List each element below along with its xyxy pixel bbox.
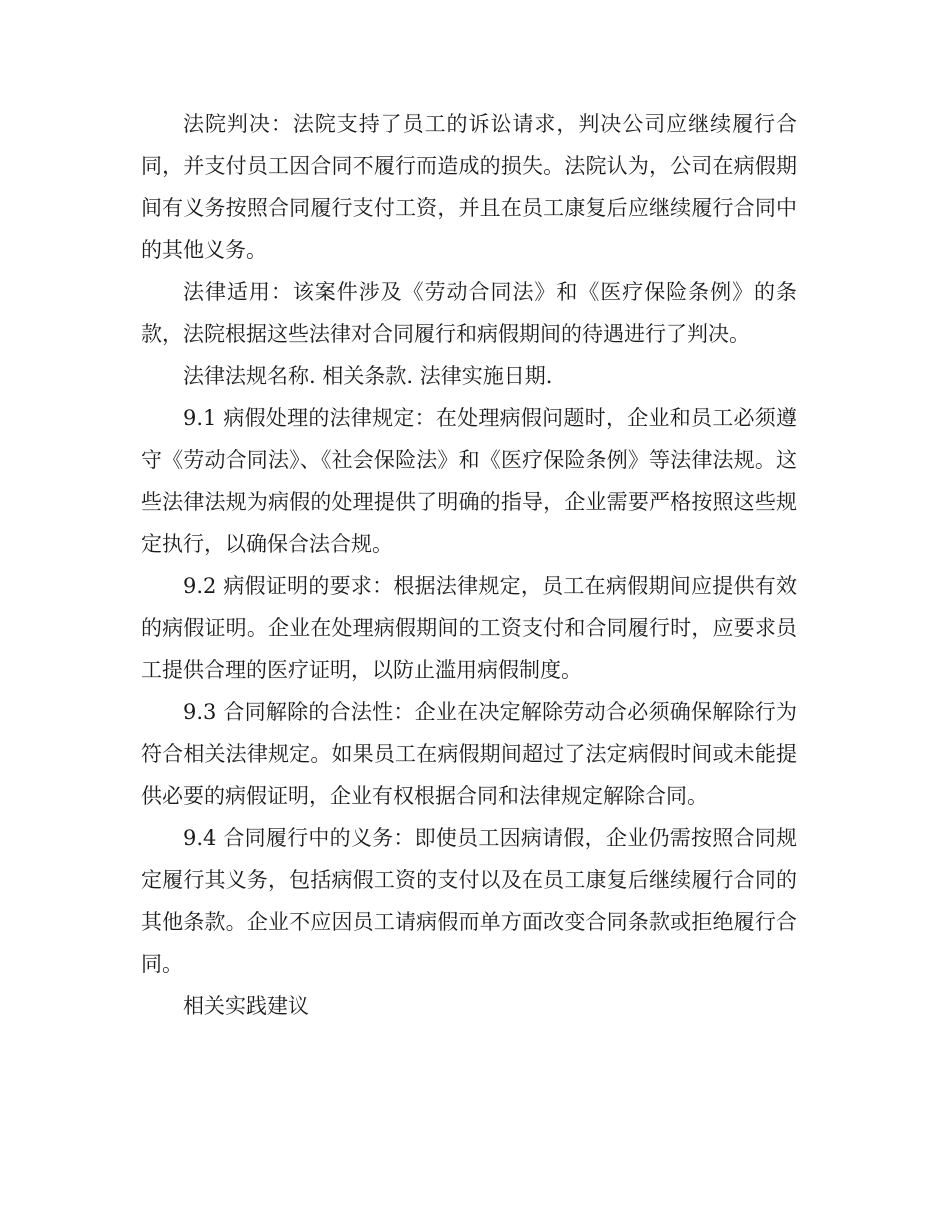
paragraph-9-1: 9.1 病假处理的法律规定：在处理病假问题时，企业和员工必须遵守《劳动合同法》、《社会保险法》和《医疗保险条例》等法律法规。这些法律法规为病假的处理提供了明确的指导，企业需要严格按照这些规定执行，以确保合法合规。 <box>141 406 797 556</box>
paragraph-law-application: 法律适用：该案件涉及《劳动合同法》和《医疗保险条例》的条款，法院根据这些法律对合同履行和病假期间的待遇进行了判决。 <box>141 280 797 346</box>
section-heading-practice-advice: 相关实践建议 <box>183 994 309 1018</box>
document-body <box>141 103 797 1027</box>
paragraph-9-4: 9.4 合同履行中的义务：即使员工因病请假，企业仍需按照合同规定履行其义务，包括病假工资的支付以及在员工康复后继续履行合同的其他条款。企业不应因员工请病假而单方面改变合同条款或拒绝履行合同。 <box>141 826 797 976</box>
paragraph-9-3: 9.3 合同解除的合法性：企业在决定解除劳动合必须确保解除行为符合相关法律规定。如果员工在病假期间超过了法定病假时间或未能提供必要的病假证明，企业有权根据合同和法律规定解除合同。 <box>141 700 797 808</box>
paragraph-law-table-header: 法律法规名称. 相关条款. 法律实施日期. <box>183 364 553 388</box>
paragraph-9-2: 9.2 病假证明的要求：根据法律规定，员工在病假期间应提供有效的病假证明。企业在处理病假期间的工资支付和合同履行时，应要求员工提供合理的医疗证明，以防止滥用病假制度。 <box>141 574 797 682</box>
paragraph-court-ruling: 法院判决：法院支持了员工的诉讼请求，判决公司应继续履行合同，并支付员工因合同不履行而造成的损失。法院认为，公司在病假期间有义务按照合同履行支付工资，并且在员工康复后应继续履行合同中的其他义务。 <box>141 112 797 262</box>
